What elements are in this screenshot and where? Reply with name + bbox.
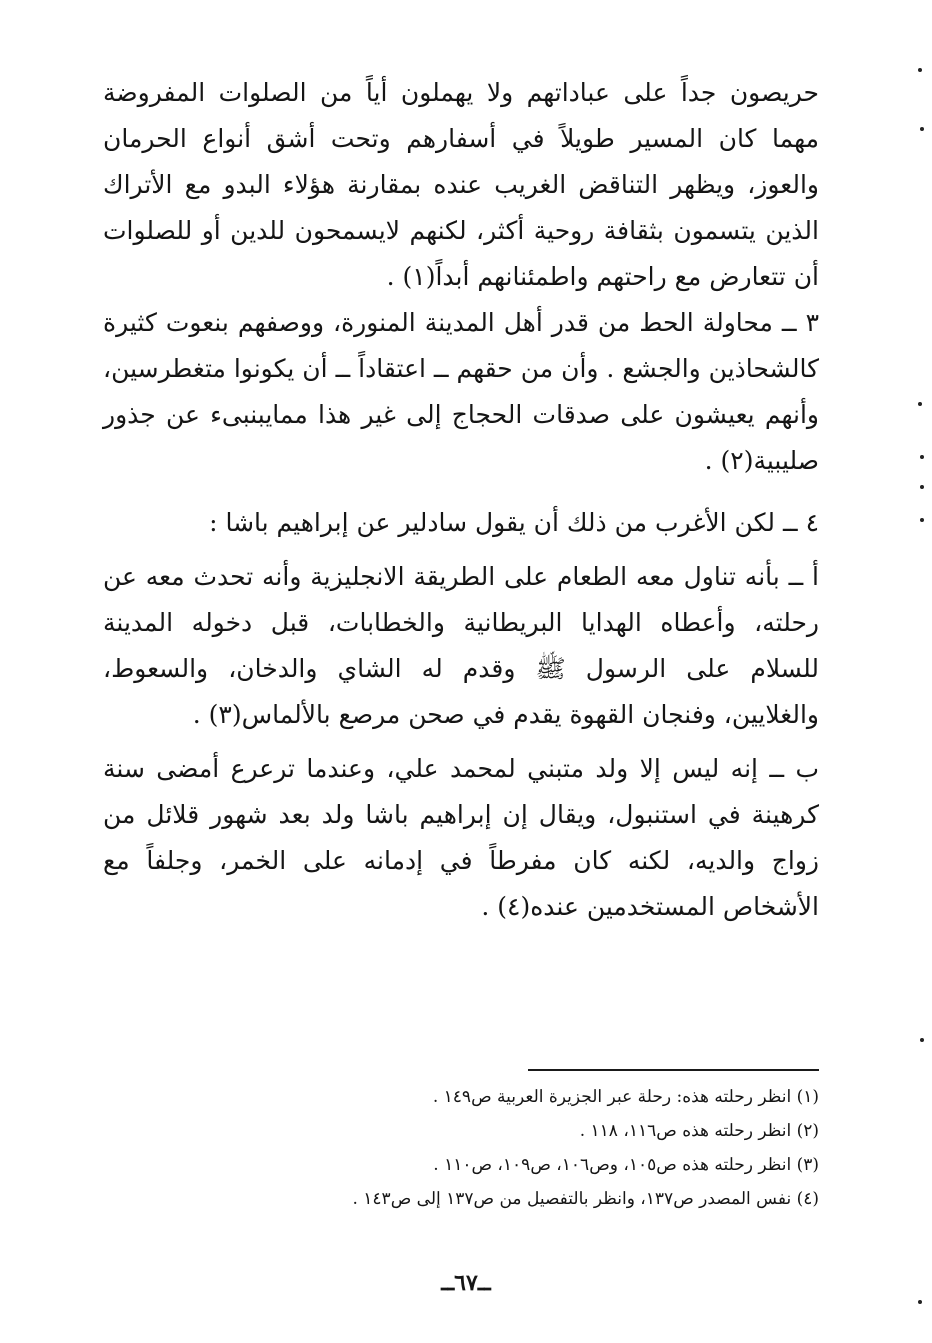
paragraph-point-4: ٤ ــ لكن الأغرب من ذلك أن يقول سادلير عن إبراهيم باشا : [209, 508, 819, 537]
scan-speck [918, 1300, 922, 1304]
paragraph-point-4b: ب ــ إنه ليس إلا ولد متبني لمحمد علي، وعندما ترعرع أمضى سنة كرهينة في استنبول، ويقال إن إبراهيم باشا ولد بعد شهور قلائل من زواج والديه، لكنه كان مفرطاً في إدمانه على الخمر، وجلفاً مع الأشخاص المستخدمين عنده(٤) . [103, 754, 819, 921]
scan-speck [920, 518, 924, 522]
scan-speck [918, 402, 922, 406]
scan-speck [920, 485, 924, 489]
footnote-1: (١) انظر رحلته هذه: رحلة عبر الجزيرة العربية ص١٤٩ . [432, 1087, 819, 1107]
paragraph-continuation: حريصون جداً على عباداتهم ولا يهملون أياً من الصلوات المفروضة مهما كان المسير طويلاً في أسفارهم وتحت أشق أنواع الحرمان والعوز، ويظهر التناقض الغريب عنده بمقارنة هؤلاء البدو مع الأتراك الذين يتسمون بثقافة روحية أكثر، لكنهم لايسمحون للدين أو للصلوات أن تتعارض مع راحتهم واطمئنانهم أبداً(١) . [103, 78, 819, 291]
footnote-4: (٤) نفس المصدر ص١٣٧، وانظر بالتفصيل من ص١٣٧ إلى ص١٤٣ . [352, 1189, 819, 1209]
paragraph-point-3: ٣ ــ محاولة الحط من قدر أهل المدينة المنورة، ووصفهم بنعوت كثيرة كالشحاذين والجشع . وأن من حقهم ــ اعتقاداً ــ أن يكونوا متغطرسين، وأنهم يعيشون على صدقات الحجاج إلى غير هذا ممايبنبىء عن جذور صليبية(٢) . [103, 308, 819, 475]
page-number: ــ٦٧ــ [441, 1270, 491, 1296]
scan-speck [920, 1038, 924, 1042]
scan-speck [920, 127, 924, 131]
footnote-2: (٢) انظر رحلته هذه ص١١٦، ١١٨ . [579, 1121, 819, 1141]
paragraph-point-4a: أ ــ بأنه تناول معه الطعام على الطريقة الانجليزية وأنه تحدث معه عن رحلته، وأعطاه الهدايا البريطانية والخطابات، قبل دخوله المدينة للسلام على الرسول ﷺ وقدم له الشاي والدخان، والسعوط، والغلايين، وفنجان القهوة يقدم في صحن مرصع بالألماس(٣) . [103, 562, 819, 729]
footnote-3: (٣) انظر رحلته هذه ص١٠٥، وص١٠٦، ص١٠٩، ص١١٠ . [433, 1155, 819, 1175]
footnote-separator [528, 1069, 819, 1071]
scan-speck [918, 68, 922, 72]
scan-speck [920, 455, 924, 459]
